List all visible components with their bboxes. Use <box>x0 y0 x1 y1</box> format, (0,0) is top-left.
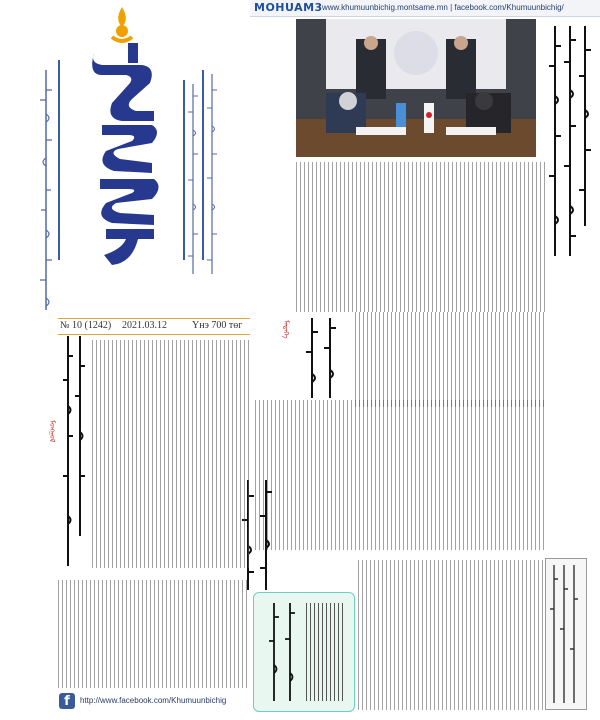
article-text-3 <box>255 400 545 550</box>
issue-price: Үнэ 700 төг <box>192 320 243 331</box>
sidebar-box <box>545 558 587 710</box>
right-script-motto <box>186 84 200 274</box>
article-text-2 <box>355 312 545 407</box>
news-photo <box>296 19 536 157</box>
left-article-text-2 <box>58 580 248 688</box>
left-headline <box>58 336 88 566</box>
left-caption: ᠮᠣᠩᠭᠣᠯ <box>48 420 56 443</box>
issue-info <box>60 320 250 334</box>
left-script-motto <box>36 70 56 310</box>
mongol-script-logo <box>72 3 172 303</box>
logo-glyphs <box>92 43 158 265</box>
right-rule <box>183 80 185 260</box>
brand-logo-text: MOHUAM3 <box>254 1 323 14</box>
issue-number: № 10 (1242) <box>60 320 112 331</box>
flame-emblem <box>112 7 132 41</box>
facebook-page-link[interactable]: facebook.com/Khumuunbichig/ <box>454 3 564 12</box>
right-script-motto-2 <box>205 74 219 274</box>
facebook-icon[interactable]: f <box>59 693 75 709</box>
photo-signing-ceremony <box>296 19 536 157</box>
masthead-rule-bottom <box>58 334 250 335</box>
right-rule-2 <box>202 70 204 260</box>
main-headline <box>545 26 595 256</box>
facebook-url[interactable]: http://www.facebook.com/Khumuunbichig <box>80 696 227 705</box>
header-separator: | <box>447 3 455 12</box>
article-text-4 <box>358 560 543 710</box>
left-article-text <box>92 340 250 568</box>
section-caption: ᠮᠡᠳᠡᠭᠡ <box>282 320 290 339</box>
masthead-rule-top <box>58 318 250 319</box>
quote-box <box>253 592 355 712</box>
left-rule <box>58 60 60 260</box>
second-headline <box>300 318 350 398</box>
website-link[interactable]: www.khumuunbichig.montsame.mn <box>322 3 448 12</box>
header-links <box>322 3 564 12</box>
article-text-1 <box>296 162 546 312</box>
issue-date: 2021.03.12 <box>122 320 167 331</box>
